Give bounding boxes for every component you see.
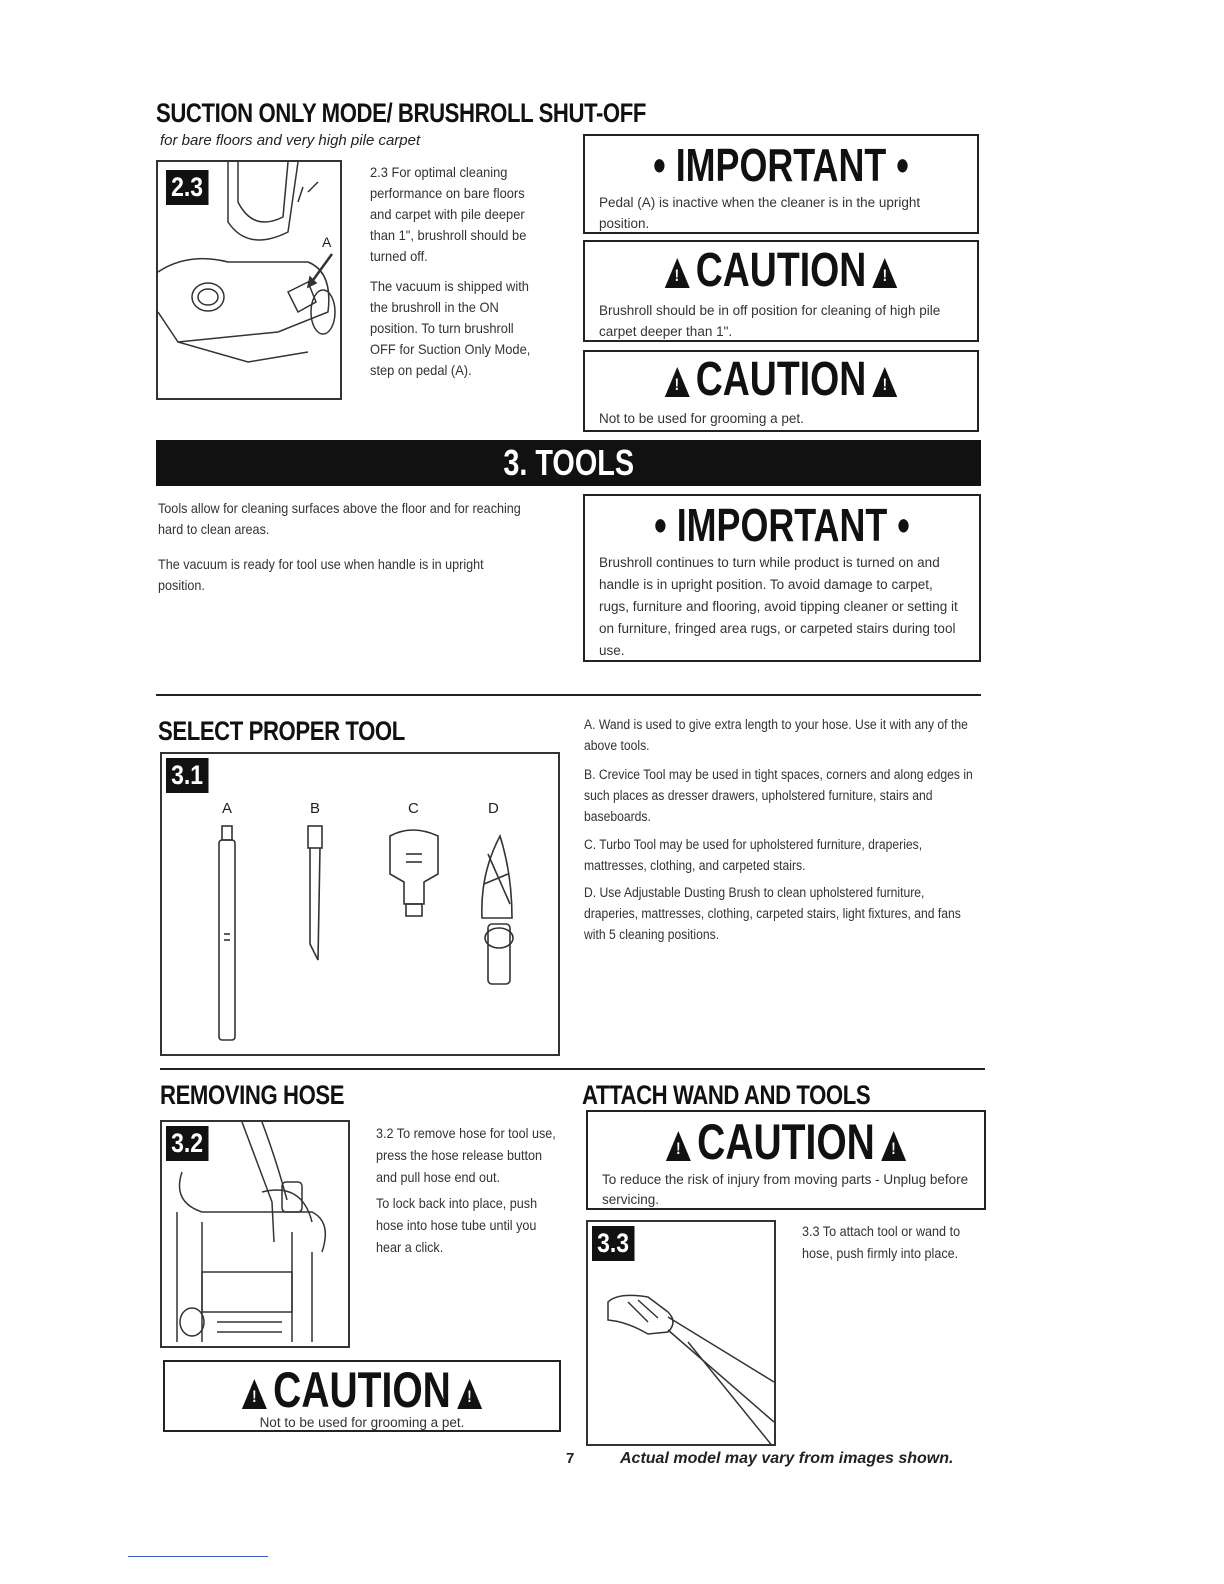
tools-section-banner xyxy=(156,440,981,486)
suction-paragraph-1: 2.3 For optimal cleaning performance on bare floors and carpet with pile deeper than 1", brushroll should be turned off. xyxy=(370,164,527,264)
turbo-tool-icon xyxy=(390,830,438,904)
removing-hose-paragraph-2: To lock back into place, push hose into hose tube until you hear a click. xyxy=(376,1195,538,1255)
tool-label-d: D xyxy=(488,800,499,817)
caution-4-heading xyxy=(632,1114,941,1170)
figure-3-1 xyxy=(160,752,560,1056)
page-number: 7 xyxy=(566,1450,575,1467)
figure-3-3-label: 3.3 xyxy=(592,1226,634,1261)
suction-section-title: SUCTION ONLY MODE/ BRUSHROLL SHUT-OFF xyxy=(156,98,646,128)
caution-3-title: CAUTION xyxy=(273,1362,451,1418)
warning-triangle-icon xyxy=(881,1131,906,1161)
tools-intro-paragraph-2: The vacuum is ready for tool use when handle is in upright position. xyxy=(158,556,484,593)
select-tool-title: SELECT PROPER TOOL xyxy=(158,716,405,746)
tools-intro-paragraph-1: Tools allow for cleaning surfaces above the floor and for reaching hard to clean areas. xyxy=(158,500,521,537)
tool-description-a: A. Wand is used to give extra length to your hose. Use it with any of the above tools. xyxy=(584,717,968,753)
figure-2-3 xyxy=(156,160,342,400)
warning-triangle-icon xyxy=(665,367,690,397)
tool-description-c: C. Turbo Tool may be used for upholstered furniture, draperies, mattresses, clothing, and carpeted stairs. xyxy=(584,837,923,873)
caution-4-title: CAUTION xyxy=(697,1114,875,1170)
figure-3-3 xyxy=(586,1220,776,1446)
important-2-title: • IMPORTANT • xyxy=(654,499,910,551)
section-divider xyxy=(160,1068,985,1070)
attach-wand-title: ATTACH WAND AND TOOLS xyxy=(582,1080,871,1110)
important-2-text: Brushroll continues to turn while product is turned on and handle is in upright position. To avoid damage to carpet, rugs, furniture and flooring, avoid tipping cleaner or setting it on furniture, fringed area rugs, or carpeted stairs during tool use. xyxy=(599,555,958,658)
warning-triangle-icon xyxy=(666,1131,691,1161)
removing-hose-paragraph-1: 3.2 To remove hose for tool use, press the hose release button and pull hose end out. xyxy=(376,1125,556,1185)
caution-2-text: Not to be used for grooming a pet. xyxy=(599,411,804,426)
pedal-callout-label: A xyxy=(322,234,332,250)
important-notice-1 xyxy=(583,134,979,234)
tool-label-a: A xyxy=(222,800,233,817)
wand-tip-icon xyxy=(222,826,232,840)
crevice-tool-icon xyxy=(308,826,322,848)
important-1-text: Pedal (A) is inactive when the cleaner is in the upright position. xyxy=(599,195,921,231)
caution-4-text: To reduce the risk of injury from moving parts - Unplug before servicing. xyxy=(602,1172,969,1207)
figure-3-1-label: 3.1 xyxy=(166,758,208,793)
caution-1-heading xyxy=(628,242,934,300)
figure-3-2-label: 3.2 xyxy=(166,1126,208,1161)
important-1-title: • IMPORTANT • xyxy=(653,139,909,191)
tool-description-d: D. Use Adjustable Dusting Brush to clean upholstered furniture, draperies, mattresses, clothing, carpeted stairs, light fixtures, and fans with 5 cleaning positions. xyxy=(584,885,961,942)
suction-paragraph-2: The vacuum is shipped with the brushroll in the ON position. To turn brushroll OFF for Suction Only Mode, step on pedal (A). xyxy=(370,278,531,378)
caution-2-heading xyxy=(628,352,934,408)
tools-banner-text: 3. TOOLS xyxy=(503,442,634,483)
removing-hose-title: REMOVING HOSE xyxy=(160,1080,345,1110)
caution-3-text: Not to be used for grooming a pet. xyxy=(259,1415,465,1430)
caution-notice-3 xyxy=(163,1360,561,1432)
warning-triangle-icon xyxy=(242,1379,267,1409)
tool-label-c: C xyxy=(408,800,419,817)
caution-2-title: CAUTION xyxy=(695,353,867,406)
caution-3-heading xyxy=(208,1364,515,1416)
dusting-brush-icon xyxy=(482,836,512,918)
footer-disclaimer: Actual model may vary from images shown. xyxy=(620,1450,954,1467)
warning-triangle-icon xyxy=(665,258,690,288)
figure-2-3-label: 2.3 xyxy=(166,170,208,205)
caution-notice-1 xyxy=(583,240,979,342)
warning-triangle-icon xyxy=(457,1379,482,1409)
figure-3-2 xyxy=(160,1120,350,1348)
tool-description-b: B. Crevice Tool may be used in tight spaces, corners and along edges in such places as dresser drawers, upholstered furniture, stairs and baseboards. xyxy=(584,767,973,824)
warning-triangle-icon xyxy=(873,367,898,397)
suction-section-subtitle: for bare floors and very high pile carpet xyxy=(160,132,421,149)
warning-triangle-icon xyxy=(873,258,898,288)
footer-underline xyxy=(128,1556,268,1557)
caution-1-title: CAUTION xyxy=(695,244,867,297)
attach-wand-paragraph: 3.3 To attach tool or wand to hose, push firmly into place. xyxy=(802,1223,961,1261)
caution-1-text: Brushroll should be in off position for cleaning of high pile carpet deeper than 1". xyxy=(599,303,941,339)
tools-illustration xyxy=(162,754,560,1056)
caution-notice-2 xyxy=(583,350,979,432)
caution-notice-4 xyxy=(586,1110,986,1210)
important-notice-2 xyxy=(583,494,981,662)
section-divider xyxy=(156,694,981,696)
tool-label-b: B xyxy=(310,800,321,817)
